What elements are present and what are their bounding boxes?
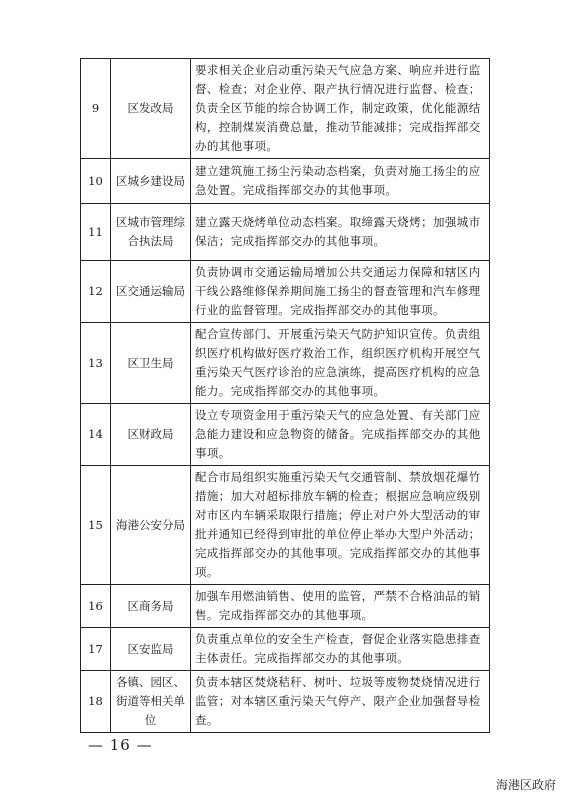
- duties-text: 建立建筑施工扬尘污染动态档案，负责对施工扬尘的应急处置。完成指挥部交办的其他事项。: [191, 159, 490, 204]
- table-row: [81, 671, 490, 733]
- department-name: 区财政局: [111, 404, 191, 466]
- department-name: 区城市管理综合执法局: [111, 204, 191, 261]
- table-row: [81, 59, 490, 159]
- row-number: 18: [81, 671, 111, 733]
- duties-text: 负责重点单位的安全生产检查，督促企业落实隐患排查主体责任。完成指挥部交办的其他事项。: [191, 628, 490, 671]
- duties-text: 配合宣传部门、开展重污染天气防护知识宣传。负责组织医疗机构做好医疗救治工作，组织医疗机构开展空气重污染天气医疗诊治的应急演练，提高医疗机构的应急能力。完成指挥部交办的其他事项。: [191, 323, 490, 404]
- table-row: [81, 323, 490, 404]
- row-number: 10: [81, 159, 111, 204]
- row-number: 13: [81, 323, 111, 404]
- department-name: 区安监局: [111, 628, 191, 671]
- department-name: 区发改局: [111, 59, 191, 159]
- source-watermark: 海港区政府: [495, 778, 556, 792]
- duties-text: 设立专项资金用于重污染天气的应急处置、有关部门应急能力建设和应急物资的储备。完成指挥部交办的其他事项。: [191, 404, 490, 466]
- row-number: 14: [81, 404, 111, 466]
- department-name: 海港公安分局: [111, 466, 191, 585]
- table-row: [81, 585, 490, 628]
- duties-text: 负责本辖区焚烧秸秆、树叶、垃圾等废物焚烧情况进行监管；对本辖区重污染天气停产、限产企业加强督导检查。: [191, 671, 490, 733]
- table-row: [81, 159, 490, 204]
- table-row: [81, 261, 490, 323]
- table-row: [81, 466, 490, 585]
- department-name: 区商务局: [111, 585, 191, 628]
- page-number: — 16 —: [88, 736, 153, 754]
- table-row: [81, 204, 490, 261]
- duties-text: 建立露天烧烤单位动态档案。取缔露天烧烤；加强城市保洁；完成指挥部交办的其他事项。: [191, 204, 490, 261]
- row-number: 15: [81, 466, 111, 585]
- row-number: 9: [81, 59, 111, 159]
- row-number: 12: [81, 261, 111, 323]
- row-number: 11: [81, 204, 111, 261]
- row-number: 16: [81, 585, 111, 628]
- duties-text: 要求相关企业启动重污染天气应急方案、响应并进行监督、检查；对企业停、限产执行情况进行监督、检查；负责全区节能的综合协调工作，制定政策，优化能源结构，控制煤炭消费总量，推动节能减排；完成指挥部交办的其他事项。: [191, 59, 490, 159]
- duties-text: 配合市局组织实施重污染天气交通管制、禁放烟花爆竹措施；加大对超标排放车辆的检查；根据应急响应级别对市区内车辆采取限行措施；停止对户外大型活动的审批并通知已经得到审批的单位停止举办大型户外活动；完成指挥部交办的其他事项。完成指挥部交办的其他事项。: [191, 466, 490, 585]
- duties-table: [80, 58, 490, 733]
- duties-text: 加强车用燃油销售、使用的监管，严禁不合格油品的销售。完成指挥部交办的其他事项。: [191, 585, 490, 628]
- department-name: 区交通运输局: [111, 261, 191, 323]
- duties-text: 负责协调市交通运输局增加公共交通运力保障和辖区内干线公路维修保养期间施工扬尘的督查管理和汽车修理行业的监督管理。完成指挥部交办的其他事项。: [191, 261, 490, 323]
- table-row: [81, 628, 490, 671]
- row-number: 17: [81, 628, 111, 671]
- department-name: 各镇、园区、街道等相关单位: [111, 671, 191, 733]
- table-row: [81, 404, 490, 466]
- department-name: 区卫生局: [111, 323, 191, 404]
- department-name: 区城乡建设局: [111, 159, 191, 204]
